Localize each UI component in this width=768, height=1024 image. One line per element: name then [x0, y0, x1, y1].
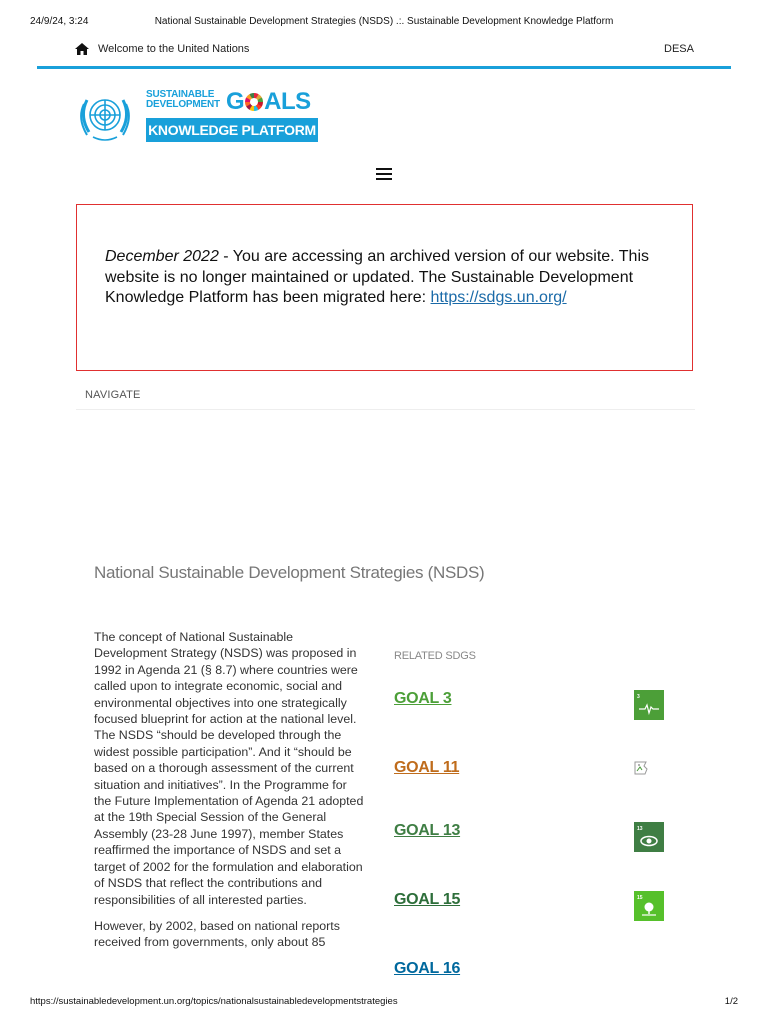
- broken-image-icon: [634, 761, 652, 775]
- archive-notice-text: [105, 247, 662, 309]
- svg-text:15: 15: [637, 895, 643, 901]
- related-sdgs-label: RELATED SDGS: [394, 650, 476, 662]
- un-emblem-icon[interactable]: [73, 90, 137, 144]
- top-bar: [74, 40, 694, 60]
- sdg-knowledge-platform-logo[interactable]: [146, 90, 321, 144]
- logo-line2: DEVELOPMENT: [146, 99, 220, 110]
- goal-13-climate-icon[interactable]: [634, 822, 664, 852]
- print-header: [30, 16, 738, 30]
- svg-text:13: 13: [637, 826, 643, 832]
- goal-11-link[interactable]: GOAL 11: [394, 759, 460, 776]
- logo-goals-rest: ALS: [264, 88, 311, 115]
- print-page-number: 1/2: [724, 996, 738, 1007]
- goal-15-link[interactable]: GOAL 15: [394, 891, 461, 908]
- svg-text:3: 3: [637, 694, 640, 700]
- print-page-title: National Sustainable Development Strategies (NSDS) .:. Sustainable Development Knowledge Platform: [154, 16, 614, 27]
- welcome-un-link[interactable]: Welcome to the United Nations: [98, 43, 250, 55]
- goal-13-link[interactable]: GOAL 13: [394, 822, 461, 839]
- page-title: National Sustainable Development Strategies (NSDS): [94, 563, 485, 582]
- goal-3-link[interactable]: GOAL 3: [394, 690, 452, 707]
- desa-link[interactable]: DESA: [664, 43, 694, 55]
- article-body: [94, 629, 366, 961]
- header-divider: [37, 66, 731, 69]
- archive-notice-box: [76, 204, 693, 371]
- goal-3-health-icon[interactable]: [634, 690, 664, 720]
- notice-message: - You are accessing an archived version of our website. This website is no longer maintained or updated. The Sustainable Development Knowledge Platform has been migrated here:: [105, 248, 650, 306]
- logo-goals-text: [226, 88, 311, 116]
- article-paragraph: The concept of National Sustainable Development Strategy (NSDS) was proposed in 1992 in Agenda 21 (§ 8.7) where countries were called upon to integrate economic, social and environmental objectives into one strategically focused blueprint for action at the national level. The NSDS “should be developed through the widest possible participation”. And it “should be based on a thorough assessment of the current situation and initiatives”. In the Programme for the Future Implementation of Agenda 21 adopted at the 19th Special Session of the General Assembly (23-28 June 1997), member States reaffirmed the importance of NSDS and set a target of 2002 for the formulation and elaboration of NSDS that reflect the contributions and responsibilities of all interested parties.: [94, 630, 364, 907]
- sdgs-migration-link[interactable]: https://sdgs.un.org/: [430, 289, 567, 306]
- logo-knowledge-platform-banner: KNOWLEDGE PLATFORM: [146, 118, 318, 142]
- home-icon[interactable]: [74, 42, 90, 56]
- logo-line1: SUSTAINABLE: [146, 89, 215, 100]
- logo-goals-g: G: [226, 88, 245, 115]
- print-datetime: 24/9/24, 3:24: [30, 16, 89, 27]
- goal-15-life-on-land-icon[interactable]: [634, 891, 664, 921]
- goal-16-link[interactable]: GOAL 16: [394, 960, 461, 977]
- article-paragraph: However, by 2002, based on national reports received from governments, only about 85: [94, 918, 340, 950]
- navigate-divider: [76, 409, 695, 410]
- navigate-label[interactable]: NAVIGATE: [85, 389, 141, 401]
- menu-hamburger-icon[interactable]: [376, 168, 392, 180]
- print-url: https://sustainabledevelopment.un.org/topics/nationalsustainabledevelopmentstrategies: [30, 996, 398, 1007]
- sdg-wheel-icon: [245, 93, 263, 111]
- notice-date: December 2022: [105, 248, 219, 265]
- logo-sustainable-development-text: [146, 90, 220, 110]
